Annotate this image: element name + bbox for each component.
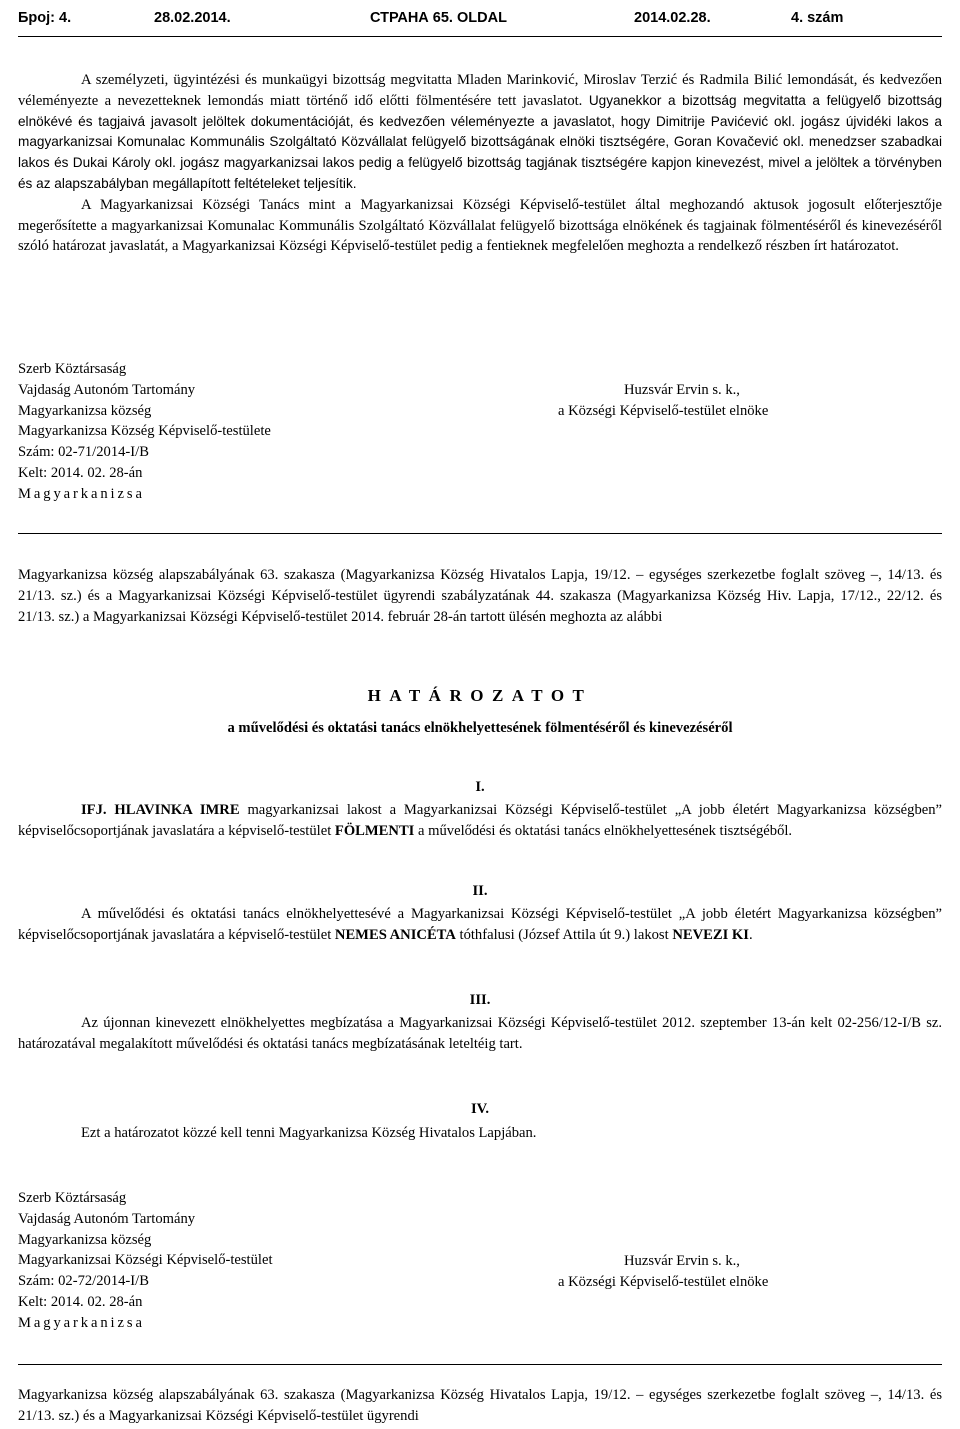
decision-title: HATÁROZATOT (367, 686, 593, 705)
signatory-name: Huzsvár Ervin s. k., (624, 382, 740, 398)
sig-line: Magyarkanizsa község (18, 1231, 152, 1248)
decision-subtitle: a művelődési és oktatási tanács elnökhelyettesének fölmentéséről és kinevezéséről (227, 720, 733, 736)
sig-line: Magyarkanizsa (18, 485, 145, 502)
sig-line: Vajdaság Autonóm Tartomány (18, 381, 196, 398)
section-ii-sentence-mid: tóthfalusi (József Attila út 9.) lakost (455, 926, 673, 943)
signatory-name-2: Huzsvár Ervin s. k., (624, 1253, 740, 1269)
sig-line: Szám: 02-72/2014-I/B (18, 1273, 149, 1290)
sig-line: Kelt: 2014. 02. 28-án (18, 464, 143, 481)
intro-sentence-sans: Ugyanekkor a bizottság megvitatta a felügyelő bizottság elnökévé és tagjaivá javasolt jelöltek dokumentációját, és kedvezően véleményezte a javaslatot, hogy Dimitrije Pavićević okl. jogász újvidéki lakos a magyarkanizsai Komunalac Kommunális Szolgáltató Közvállalat felügyelő bizottságának elnöki tisztségére, Goran Kovačević okl. menedzser szabadkai lakos és Dukai Károly okl. (18, 92, 943, 171)
section-ii-number: II. (472, 883, 488, 899)
sig-line: Szerb Köztársaság (18, 1190, 127, 1206)
section-iii-paragraph: Az újonnan kinevezett elnökhelyettes megbízatása a Magyarkanizsai Községi Képviselő-testület 2012. szeptember 13-án kelt 02-256/12-I/B sz. határozatával megalakított művelődési és oktatási tanács megbízatásának leteltéig tart. (18, 1015, 942, 1052)
signature-block-left (18, 359, 271, 505)
section-i-sentence: magyarkanizsai lakost a Magyarkanizsai Községi Képviselő-testület „A jobb életért Magyarkanizsa községben” képviselőcsoportjának javaslatára a képviselő-testület (18, 802, 942, 839)
intro-paragraph-2: A Magyarkanizsai Községi Tanács mint a Magyarkanizsai Községi Képviselő-testület által meghozandó aktusok jogosult előterjesztője megerősítette a magyarkanizsai Komunalac Kommunális Szolgáltató Közvállalat felügyelő bizottsága elnökének és tagjainak fölmentéséről és kinevezéséről szóló határozat javaslatát, a Magyarkanizsai Községi Képviselő-testület pedig a fentieknek megfelelően meghozta a rendelkező részben írt határozatot. (18, 196, 942, 255)
header-rule (18, 36, 942, 37)
footer-preamble-text: Magyarkanizsa község alapszabályának 63. szakasza (Magyarkanizsa Község Hivatalos Lapja, 19/12. – egységes szerkezetbe foglalt szöveg –, 14/13. és 21/13. sz.) és a Magyarkanizsai Községi Képviselő-testület ügyrendi (18, 1387, 942, 1424)
sig-line: Magyarkanizsa (18, 1314, 145, 1331)
page-header (18, 10, 942, 32)
section-i-number: I. (475, 779, 485, 795)
signature-block-left-2 (18, 1188, 273, 1334)
section-rule (18, 533, 942, 534)
section-i-text (18, 800, 942, 842)
decision-verb: NEVEZI KI (672, 926, 749, 943)
section-iv-paragraph: Ezt a határozatot közzé kell tenni Magyarkanizsa Község Hivatalos Lapjában. (81, 1125, 537, 1141)
section-rule-2 (18, 1364, 942, 1365)
section-iii-text (18, 1013, 942, 1055)
intro-text (18, 70, 942, 257)
sig-line: Kelt: 2014. 02. 28-án (18, 1293, 143, 1310)
signatory-role-2: a Községi Képviselő-testület elnöke (558, 1274, 769, 1290)
sig-line: Vajdaság Autonóm Tartomány (18, 1210, 196, 1227)
sig-line: Szám: 02-71/2014-I/B (18, 444, 149, 461)
preamble-text: Magyarkanizsa község alapszabályának 63. szakasza (Magyarkanizsa Község Hivatalos Lapja, 19/12. – egységes szerkezetbe foglalt szöveg –, 14/13. és 21/13. sz.) és a Magyarkanizsai Községi Képviselő-testület ügyrendi szabályzatának 44. szakasza (Magyarkanizsa Község Hiv. Lapja, 17/12., 22/12. és 21/13. sz.) a Magyarkanizsai Községi Képviselő-testület 2014. február 28-án tartott ülésén meghozta az alábbi (18, 567, 942, 625)
intro-sentence: A személyzeti, ügyintézési és munkaügyi bizottság megvitatta Mladen Marinković, Miroslav Terzić és Radmila Bilić lemondását, és kedvezően véleményezte a nevezetteknek lemondás miatt történő idő előtti fölmentésére tett javaslatot. (18, 72, 942, 109)
person-name: IFJ. HLAVINKA IMRE (81, 802, 240, 818)
sig-line: Magyarkanizsa Község Képviselő-testülete (18, 423, 271, 440)
section-ii-sentence: A művelődési és oktatási tanács elnökhelyettesévé a Magyarkanizsai Községi Képviselő-testület „A jobb életért Magyarkanizsa községben” képviselőcsoportjának javaslatára a képviselő-testület (18, 906, 942, 943)
section-ii-sentence-end: . (748, 926, 753, 943)
section-iv-text (18, 1123, 942, 1144)
decision-verb: FÖLMENTI (334, 822, 415, 839)
issue-number-sr: Број: 4. (18, 10, 72, 26)
intro-sentence-sans-2: jogász magyarkanizsai lakos pedig a felügyelő bizottság tagjának tisztségére kapjon kinevezést, mivel a jelöltek a törvényben és az alapszabályban megállapított feltételeket teljesítik. (18, 155, 942, 191)
section-i-sentence-end: a művelődési és oktatási tanács elnökhelyettesének tisztségéből. (414, 822, 793, 839)
section-iv-number: IV. (471, 1101, 489, 1117)
person-name: NEMES ANICÉTA (334, 926, 456, 943)
section-ii-text (18, 904, 942, 946)
page-number: СТРАНА 65. OLDAL (370, 10, 507, 26)
sig-line: Szerb Köztársaság (18, 361, 127, 377)
sig-line: Magyarkanizsai Községi Képviselő-testület (18, 1252, 273, 1269)
sig-line: Magyarkanizsa község (18, 402, 152, 419)
intro-paragraph (18, 70, 942, 195)
date-sr: 28.02.2014. (154, 10, 231, 26)
date-hu: 2014.02.28. (634, 10, 711, 26)
signatory-role: a Községi Képviselő-testület elnöke (558, 403, 769, 419)
issue-number-hu: 4. szám (791, 10, 844, 26)
section-iii-number: III. (469, 992, 491, 1008)
